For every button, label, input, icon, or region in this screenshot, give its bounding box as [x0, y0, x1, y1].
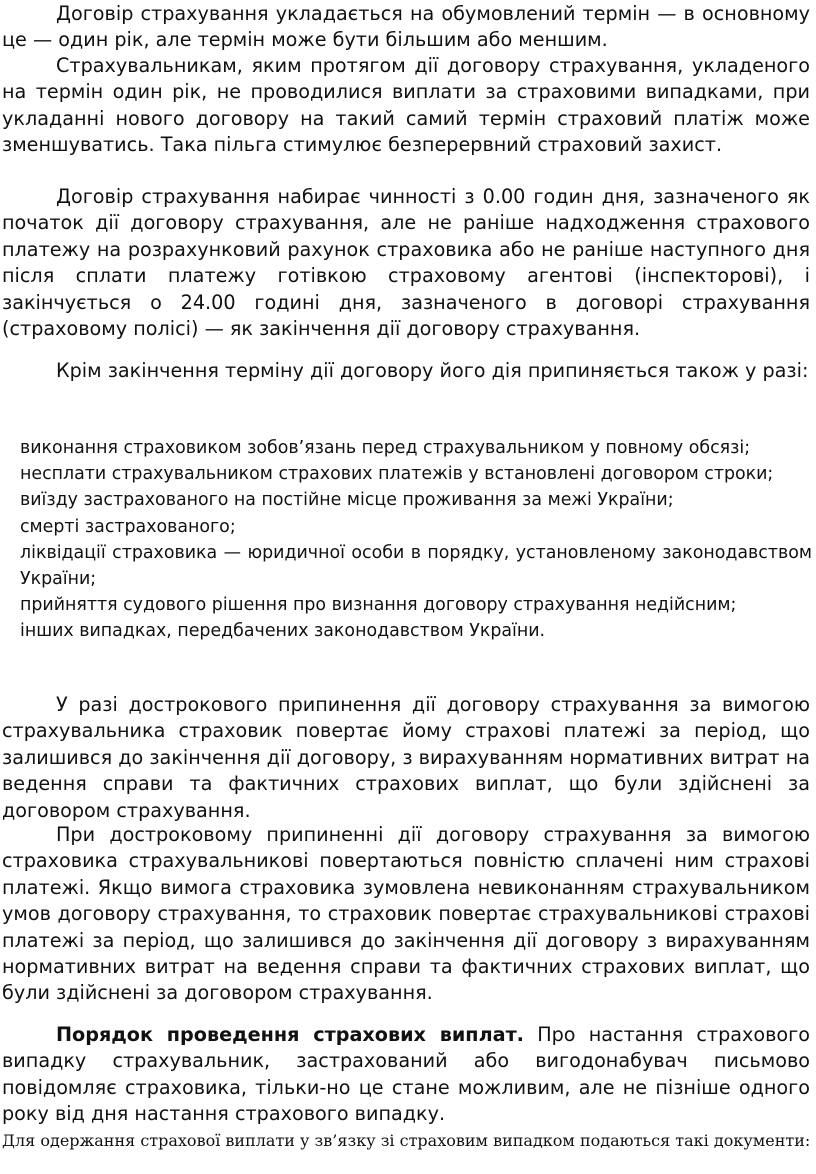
list-item: виїзду застрахованого на постійне місце проживання за межі України; — [20, 490, 674, 511]
paragraph-early-termination-insurer: При достроковому припиненні дії договору страхування за вимогою страховика страхувальникові повертаються повністю сплачені ним страхові платежі. Якщо вимога страховика зумовлена невиконанням страхувальником умов договору страхування, то страховик повертає страхувальникові страхові платежі за період, що залишився до закінчення дії договору з вирахуванням нормативних витрат на ведення справи та фактичних страхових виплат, що були здійснені за договором страхування. — [2, 823, 810, 1005]
paragraph-contract-effective: Договір страхування набирає чинності з 0.00 годин дня, зазначеного як початок дії договору страхування, але не раніше надходження страхового платежу на розрахунковий рахунок страховика або не раніше наступного дня після сплати платежу готівкою страховому агентові (інспекторові), і закінчується о 24.00 годині дня, зазначеного в договорі страхування (страховому полісі) — як закінчення дії договору страхування. — [2, 185, 810, 341]
list-item: виконання страховиком зобов’язань перед страхувальником у повному обсязі; — [20, 438, 751, 458]
paragraph-premium-discount: Страхувальникам, яким протягом дії договору страхування, укладеного на термін один рік, не проводилися виплати за страховими випадками, при укладанні нового договору на такий самий термін страховий платіж може зменшуватись. Така пільга стимулює безперервний страховий захист. — [2, 54, 810, 157]
paragraph-termination-intro: Крім закінчення терміну дії договору його дія припиняється також у разі: — [56, 359, 809, 382]
paragraph-required-documents: Для одержання страхової виплати у зв’язку зі страховим випадком подаються такі документи: — [2, 1131, 811, 1150]
payment-procedure-text: Про настання страхового випадку страхувальник, застрахований або вигодонабувач письмово повідомляє страховика, тільки-но це стане можливим, але не пізніше одного року від дня настання страхового випадку. — [2, 1023, 810, 1126]
section-heading: Порядок проведення страхових виплат. — [56, 1023, 524, 1046]
paragraph-early-termination-insured: У разі дострокового припинення дії договору страхування за вимогою страхувальника страховик повертає йому страхові платежі за період, що залишився до закінчення дії договору, з вирахуванням нормативних витрат на ведення справи та фактичних страхових виплат, що були здійснені за договором страхування. — [2, 693, 810, 822]
termination-cases-list — [0, 435, 816, 645]
list-item: ліквідації страховика — юридичної особи в порядку, установленому законодавством України; — [20, 542, 812, 590]
list-item: прийняття судового рішення про визнання договору страхування недійсним; — [20, 595, 737, 616]
list-item: несплати страхувальником страхових платежів у встановлені договором строки; — [20, 464, 774, 485]
list-item: смерті застрахованого; — [20, 516, 236, 537]
paragraph-contract-term: Договір страхування укладається на обумовлений термін — в основному це — один рік, але термін може бути більшим або меншим. — [2, 2, 810, 52]
paragraph-payment-procedure — [0, 1022, 816, 1128]
list-item: інших випадках, передбачених законодавством України. — [20, 621, 546, 642]
